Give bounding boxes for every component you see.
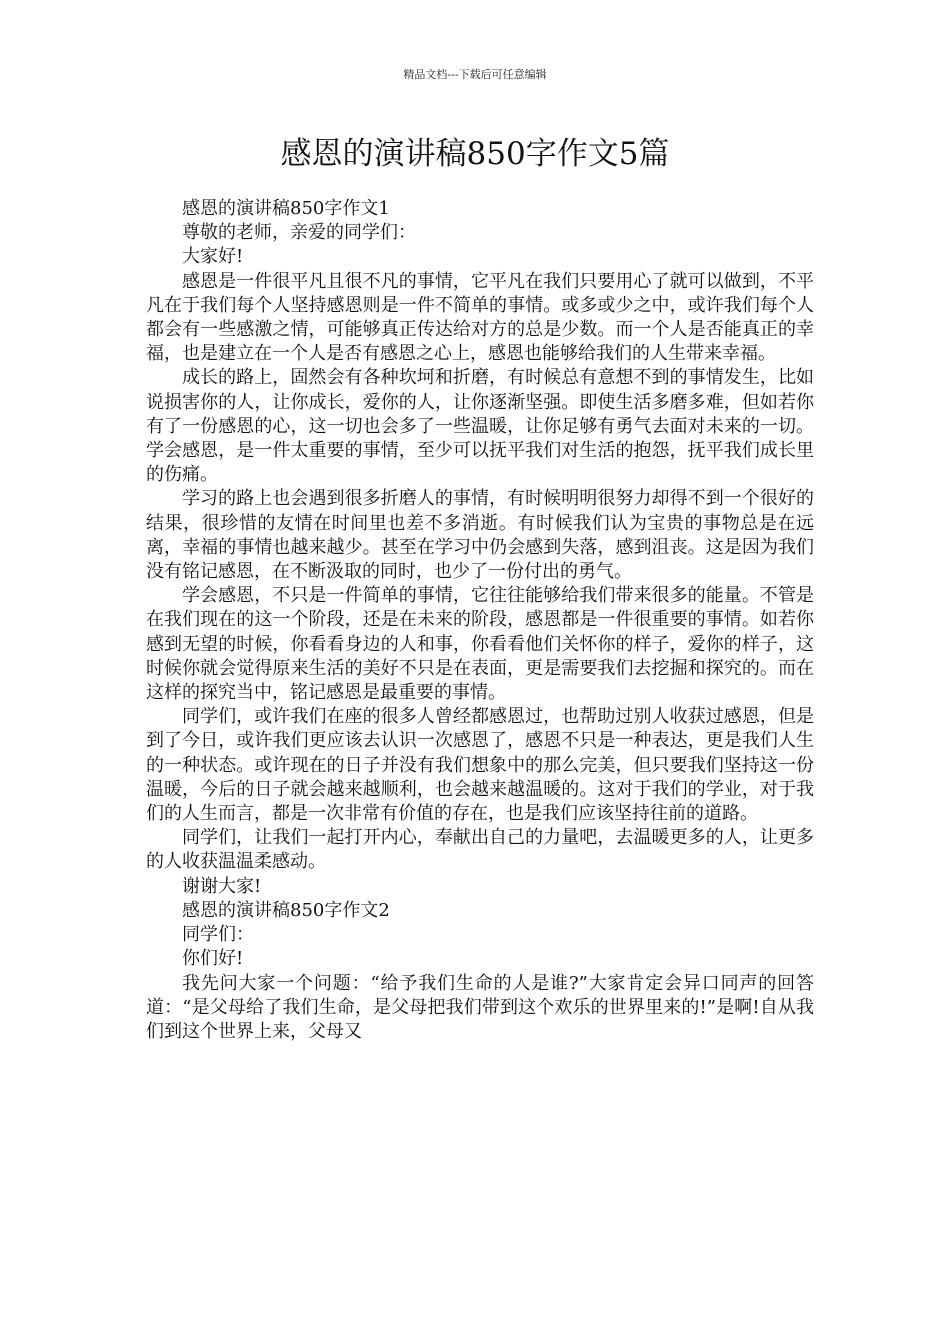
paragraph: 同学们，让我们一起打开内心，奉献出自己的力量吧，去温暖更多的人，让更多的人收获温温柔感动。 [146,827,814,873]
document-body [146,197,814,1044]
paragraph: 谢谢大家! [182,875,262,897]
paragraph: 你们好! [182,948,244,970]
paragraph: 感恩的演讲稿850字作文1 [182,198,390,219]
paragraph: 大家好! [182,246,244,268]
paragraph: 尊敬的老师，亲爱的同学们： [182,222,416,244]
paragraph: 同学们，或许我们在座的很多人曾经都感恩过，也帮助过别人收获过感恩，但是到了今日，或许我们更应该去认识一次感恩了，感恩不只是一种表达，更是我们人生的一种状态。或许现在的日子并没有我们想象中的那么完美，但只要我们坚持这一份温暖，今后的日子就会越来越顺利，也会越来越温暖的。这对于我们的学业，对于我们的人生而言，都是一次非常有价值的存在，也是我们应该坚持往前的道路。 [146,706,814,825]
paragraph: 成长的路上，固然会有各种坎坷和折磨，有时候总有意想不到的事情发生，比如说损害你的人，让你成长，爱你的人，让你逐渐坚强。即使生活多磨多难，但如若你有了一份感恩的心，这一切也会多了一些温暖，让你足够有勇气去面对未来的一切。学会感恩，是一件太重要的事情，至少可以抚平我们对生活的抱怨，抚平我们成长里的伤痛。 [146,367,814,486]
header-note: 精品文档---下载后可任意编辑 [403,68,547,81]
paragraph: 感恩是一件很平凡且很不凡的事情，它平凡在我们只要用心了就可以做到，不平凡在于我们每个人坚持感恩则是一件不简单的事情。或多或少之中，或许我们每个人都会有一些感激之情，可能够真正传达给对方的总是少数。而一个人是否能真正的幸福，也是建立在一个人是否有感恩之心上，感恩也能够给我们的人生带来幸福。 [146,270,814,365]
paragraph: 同学们： [182,924,254,946]
paragraph: 学习的路上也会遇到很多折磨人的事情，有时候明明很努力却得不到一个很好的结果，很珍惜的友情在时间里也差不多消逝。有时候我们认为宝贵的事物总是在远离，幸福的事情也越来越少。甚至在学习中仍会感到失落，感到沮丧。这是因为我们没有铭记感恩，在不断汲取的同时，也少了一份付出的勇气。 [146,488,814,583]
paragraph: 学会感恩，不只是一件简单的事情，它往往能够给我们带来很多的能量。不管是在我们现在的这一个阶段，还是在未来的阶段，感恩都是一件很重要的事情。如若你感到无望的时候，你看看身边的人和事，你看看他们关怀你的样子，爱你的样子，这时候你就会觉得原来生活的美好不只是在表面，更是需要我们去挖掘和探究的。而在这样的探究当中，铭记感恩是最重要的事情。 [146,585,814,704]
paragraph: 我先问大家一个问题：“给予我们生命的人是谁?”大家肯定会异口同声的回答道：“是父母给了我们生命，是父母把我们带到这个欢乐的世界里来的!”是啊!自从我们到这个世界上来，父母又 [146,972,814,1042]
document-title: 感恩的演讲稿850字作文5篇 [280,136,670,172]
paragraph: 感恩的演讲稿850字作文2 [182,899,390,921]
